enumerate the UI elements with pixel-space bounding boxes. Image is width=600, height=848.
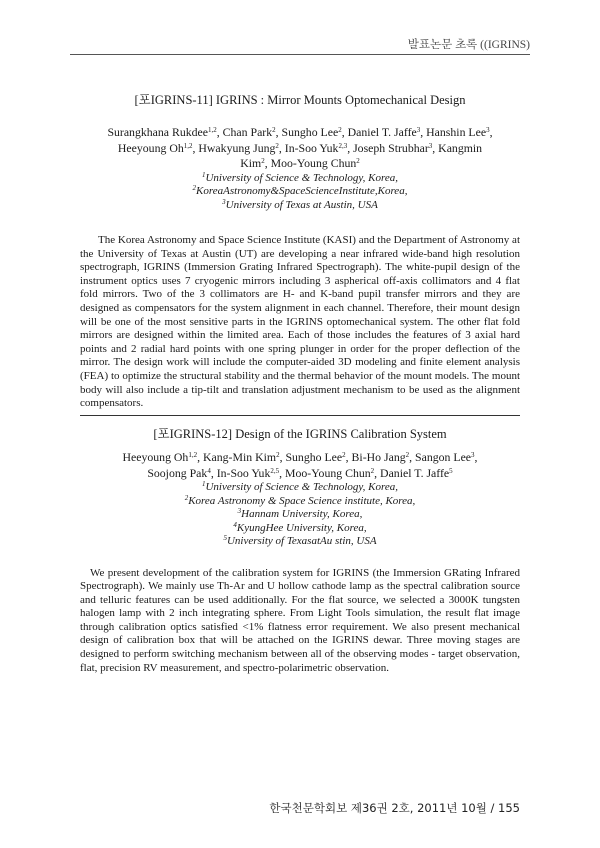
abstract-igrins-12 [80, 426, 520, 675]
abstract-separator [80, 415, 520, 416]
affiliation: $^1$University of Science & Technology, Korea, [201, 480, 399, 493]
affiliation: $^3$Hannam University, Korea, [237, 507, 363, 520]
author-line: Heeyoung Oh$^{1,2}$, Hwakyung Jung$^2$, In-Soo Yuk$^{2,3}$, Joseph Strubhar$^3$, Kangmin [117, 140, 483, 155]
author-line: Surangkhana Rukdee$^{1,2}$, Chan Park$^2$, Sungho Lee$^2$, Daniel T. Jaffe$^3$, Hanshin Lee$^3$, [107, 125, 493, 139]
abstract-body: We present development of the calibration system for IGRINS (the Immersion GRating Infrared Spectrograph). We mainly use Th-Ar and U hollow cathode lamp as the spectral calibration source and telluric features can be used additionally. For the flat source, we selected a 3000K tungsten halogen lamp with 2 inch integrating sphere. From Light Tools simulation, the result flat image through calibration optics satisfied <1% flatness error requirement. We also present mechanical design of calibration box that will be attached on the IGRINS dewar. Three moving stages are designed to perform switching mechanism between all of the observing modes - target observation, flat, precision RV measurement, and spectro-polarimetric observation. [80, 566, 520, 674]
abstract-body: The Korea Astronomy and Space Science Institute (KASI) and the Department of Astronomy at the University of Texas at Austin (UT) are developing a near infrared wide-band high resolution spectrograph, IGRINS (Immersion Grating Infrared Spectrograph). The white-pupil design of the instrument optics uses 7 cryogenic mirrors including 3 aspherical off-axis collimators and 4 flat fold mirrors. Two of the 3 collimators are H- and K-band pupil transfer mirrors and they are designed as compensators for the system alignment in each channel. Therefore, their mount design will be one of the most sensitive parts in the IGRINS optomechanical system. The other flat fold mirrors are designed within the limited area. Each of those includes the features of 3 axial hard points and 2 radial hard points with one spring plunger in order for the proper deflection of the mirror. The design work will include the computer-aided 3D modeling and finite element analysis (FEA) to optimize the structural stability and the thermal behavior of the mount models. The mount body will also include a tip-tilt and translation adjustment mechanism to be used as the alignment compensators. [80, 234, 520, 410]
affiliation: $^3$University of Texas at Austin, USA [222, 197, 378, 211]
abstract-igrins-11 [80, 92, 520, 416]
affiliation: $^2$Korea Astronomy & Space Science institute, Korea, [184, 493, 416, 507]
affiliation: $^4$KyungHee University, Korea, [233, 520, 367, 534]
affiliation: $^1$University of Science & Technology, Korea, [201, 170, 399, 184]
page-footer: 한국천문학회보 제36권 2호, 2011년 10월 / 155 [269, 801, 520, 815]
running-header: 발표논문 초록 ((IGRINS) [407, 39, 530, 51]
author-line: Kim$^2$, Moo-Young Chun$^2$ [240, 156, 360, 170]
author-line: Heeyoung Oh$^{1,2}$, Kang-Min Kim$^2$, Sungho Lee$^2$, Bi-Ho Jang$^2$, Sangon Lee$^3$, [122, 450, 478, 464]
author-line: Soojong Pak$^4$, In-Soo Yuk$^{2,5}$, Moo-Young Chun$^2$, Daniel T. Jaffe$^5$ [147, 465, 453, 480]
affiliation: $^5$University of TexasatAu stin, USA [223, 534, 377, 547]
header-rule [70, 54, 530, 55]
affiliation: $^2$KoreaAstronomy&SpaceScienceInstitute,Korea, [192, 184, 408, 197]
abstract-title: [포IGRINS-11] IGRINS : Mirror Mounts Optomechanical Design [134, 93, 466, 107]
abstract-title: [포IGRINS-12] Design of the IGRINS Calibration System [153, 427, 447, 441]
